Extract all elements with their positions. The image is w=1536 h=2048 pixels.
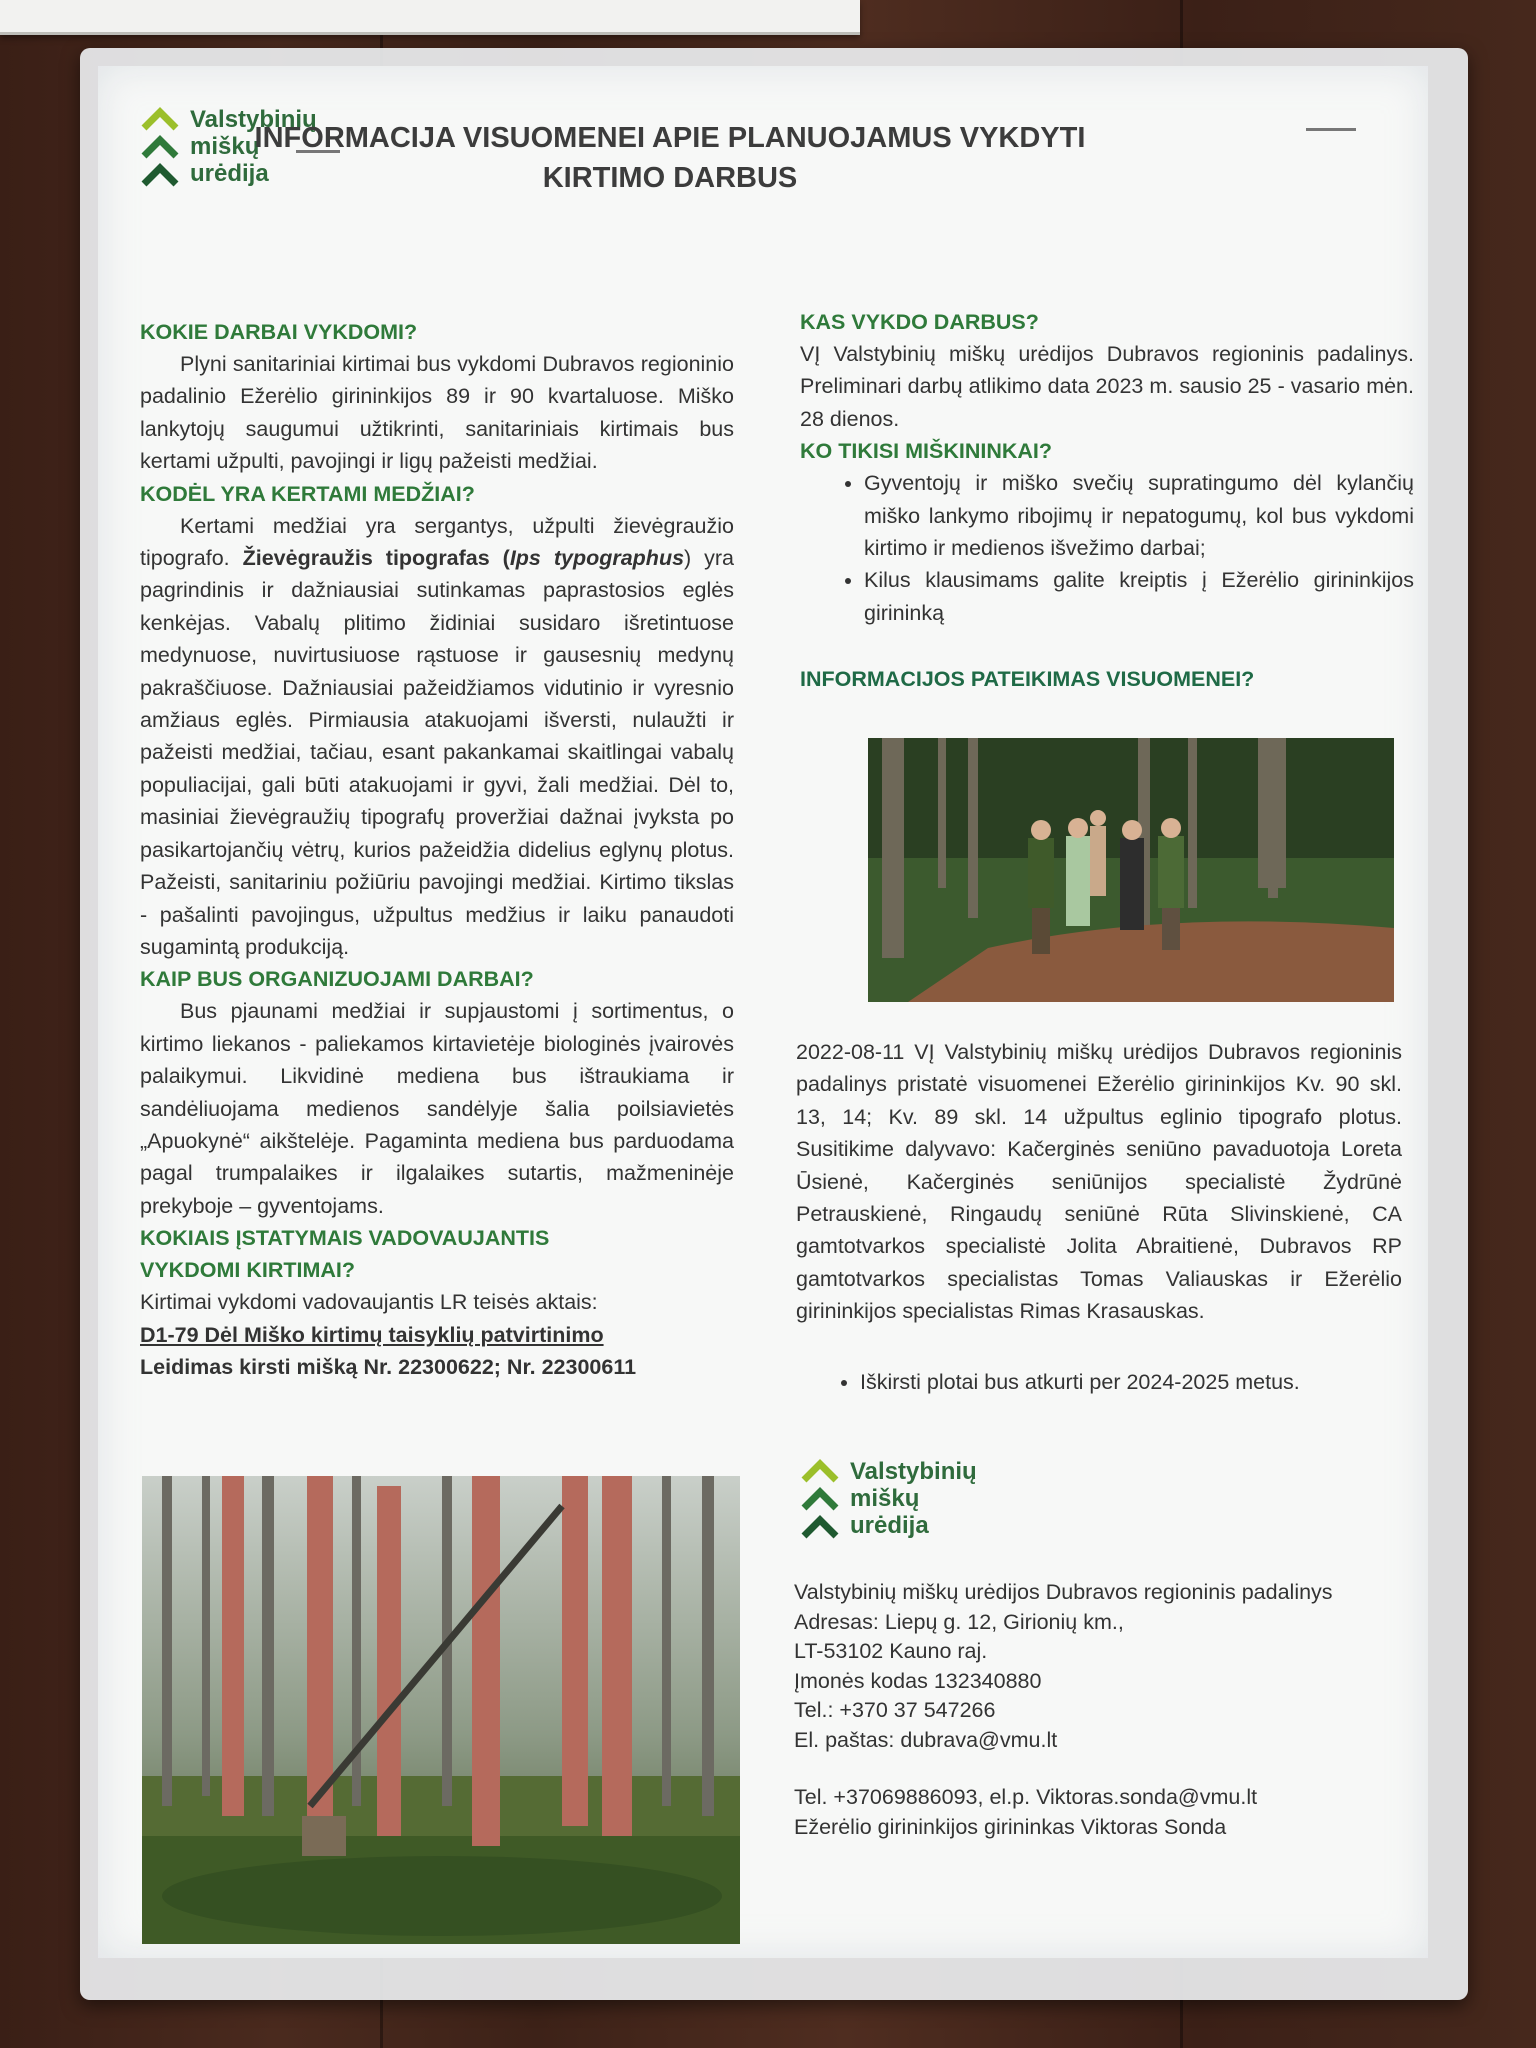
bullet-list [796, 1366, 1402, 1398]
section-heading: KOKIAIS ĮSTATYMAIS VADOVAUJANTIS [140, 1226, 550, 1251]
tape-mark [1306, 128, 1356, 131]
left-column [140, 316, 734, 1383]
paragraph: 2022-08-11 VĮ Valstybinių miškų urėdijos Dubravos regioninis padalinys pristatė visuomenei Ežerėlio girininkijos Kv. 90 skl. 13, 14; Kv. 89 skl. 14 užpultus eglinio tipografo plotus. Susitikime dalyvavo: Kačerginės seniūno pavaduotoja Loreta Ūsienė, Kačerginės seniūnijos specialistė Žydrūnė Petrauskienė, Ringaudų seniūnė Rūta Slivinskienė, CA gamtotvarkos specialistė Jolita Abraitienė, Dubravos RP gamtotvarkos specialistas Tomas Valiauskas ir Ežerėlio girininkijos specialistas Rimas Krasauskas. [796, 1040, 1402, 1324]
right-column [800, 306, 1414, 695]
section-heading: KAIP BUS ORGANIZUOJAMI DARBAI? [140, 967, 534, 992]
law-link: D1-79 Dėl Miško kirtimų taisyklių patvirtinimo [140, 1322, 604, 1347]
bullet-list [800, 467, 1414, 629]
tree-logo-icon [140, 106, 180, 190]
damaged-forest-image [142, 1476, 740, 1944]
paragraph: Kirtimai vykdomi vadovaujantis LR teisės aktais: [140, 1290, 598, 1315]
logo-line: urėdija [850, 1512, 929, 1539]
text-span: Kertami medžiai yra sergantys, užpulti žievėgraužio tipografo. [140, 513, 734, 571]
section-heading: KAS VYKDO DARBUS? [800, 310, 1039, 334]
section-heading: KODĖL YRA KERTAMI MEDŽIAI? [140, 481, 475, 506]
company-code: Įmonės kodas 132340880 [794, 1668, 1042, 1693]
forester-contact: Tel. +37069886093, el.p. Viktoras.sonda@vmu.lt [794, 1785, 1258, 1809]
section-heading: INFORMACIJOS PATEIKIMAS VISUOMENEI? [800, 667, 1255, 692]
contact-org: Valstybinių miškų urėdijos Dubravos regioninis padalinys [794, 1580, 1333, 1604]
paragraph: Plyni sanitariniai kirtimai bus vykdomi Dubravos regioninio padalinio Ežerėlio girininkijos 89 ir 90 kvartaluose. Miško lankytojų saugumui užtikrinti, sanitariniais kirtimais bus kertami užpulti, pavojingi ir ligų pažeisti medžiai. [140, 352, 734, 474]
section-heading: VYKDOMI KIRTIMAI? [140, 1258, 355, 1283]
text-span-bold: Žievėgraužis tipografas ( [242, 546, 510, 571]
contact-block [794, 1578, 1394, 1842]
list-item: • Iškirsti plotai bus atkurti per 2024-2025 metus. [860, 1366, 1402, 1398]
permit-numbers: Leidimas kirsti mišką Nr. 22300622; Nr. 22300611 [140, 1354, 637, 1379]
paragraph [140, 510, 734, 964]
paragraph: VĮ Valstybinių miškų urėdijos Dubravos regioninis padalinys. Preliminari darbų atlikimo data 2023 m. sausio 25 - vasario mėn. 28 dienos. [800, 342, 1414, 431]
people-in-forest-image [868, 738, 1394, 1002]
law-reference [140, 1319, 734, 1351]
section-heading: KOKIE DARBAI VYKDOMI? [140, 320, 418, 344]
contact-address: Adresas: Liepų g. 12, Girionių km., [794, 1609, 1124, 1634]
logo-line: miškų [850, 1485, 920, 1512]
logo-line: urėdija [190, 160, 269, 187]
tree-logo-icon [800, 1458, 840, 1542]
species-latin-name: Ips typographus [509, 546, 685, 571]
right-column-lower [796, 1036, 1402, 1398]
logo-bottom [800, 1458, 977, 1542]
logo-line: Valstybinių [850, 1458, 977, 1485]
forest-photo [142, 1476, 740, 1944]
title-line: KIRTIMO DARBUS [542, 162, 798, 194]
contact-phone: Tel.: +370 37 547266 [794, 1698, 996, 1722]
list-item: • Kilus klausimams galite kreiptis į Ežerėlio girininkijos girininką [864, 564, 1414, 629]
text-span: ) yra pagrindinis ir dažniausiai sutinkamas paprastosios eglės kenkėjas. Vabalų plitimo židiniai susidaro išretintuose medynuose, nuvirtusiuose rąstuose ir gausesnių medynų pakraščiuose. Dažniausiai pažeidžiamos vidutinio ir vyresnio amžiaus eglės. Pirmiausia atakuojami išversti, nulaužti ir pažeisti medžiai, tačiau, esant pakankamai skaitlingai vabalų populiacijai, gali būti atakuojami ir gyvi, žali medžiai. Dėl to, masiniai žievėgraužių tipografų proveržiai dažnai įvyksta po pasikartojančių vėtrų, kurios pažeidžia didelius eglynų plotus. Pažeisti, sanitariniu požiūriu pavojingi medžiai. Kirtimo tikslas - pašalinti pavojingus, užpultus medžius ir laiku panaudoti sugamintą produkciją. [140, 546, 734, 959]
neighbouring-poster [0, 0, 860, 35]
contact-email: El. paštas: dubrava@vmu.lt [794, 1727, 1058, 1752]
title-line: INFORMACIJA VISUOMENEI APIE PLANUOJAMUS VYKDYTI [254, 122, 1086, 154]
section-heading: KO TIKISI MIŠKININKAI? [800, 439, 1053, 464]
logo-text [850, 1458, 977, 1539]
logo-line: Valstybinių [190, 106, 317, 133]
contact-postcode: LT-53102 Kauno raj. [794, 1639, 988, 1663]
page-title [190, 118, 1150, 198]
paragraph: Bus pjaunami medžiai ir supjaustomi į sortimentus, o kirtimo liekanos - paliekamos kirtavietėje biologinės įvairovės palaikymui. Likvidinė mediena bus ištraukiama ir sandėliuojama medienos sandėlyje šalia poilsiavietės „Apuokynė“ aikštelėje. Pagaminta mediena bus parduodama pagal trumpalaikes ir ilgalaikes sutartis, mažmeninėje prekyboje – gyventojams. [140, 999, 734, 1218]
forester-name: Ežerėlio girininkijos girininkas Viktoras Sonda [794, 1814, 1227, 1839]
list-item: • Gyventojų ir miško svečių supratingumo dėl kylančių miško lankymo ribojimų ir nepatogumų, kol bus vykdomi kirtimo ir medienos išvežimo darbai; [864, 467, 1414, 564]
group-photo [868, 738, 1394, 1002]
logo-line: miškų [190, 133, 260, 160]
